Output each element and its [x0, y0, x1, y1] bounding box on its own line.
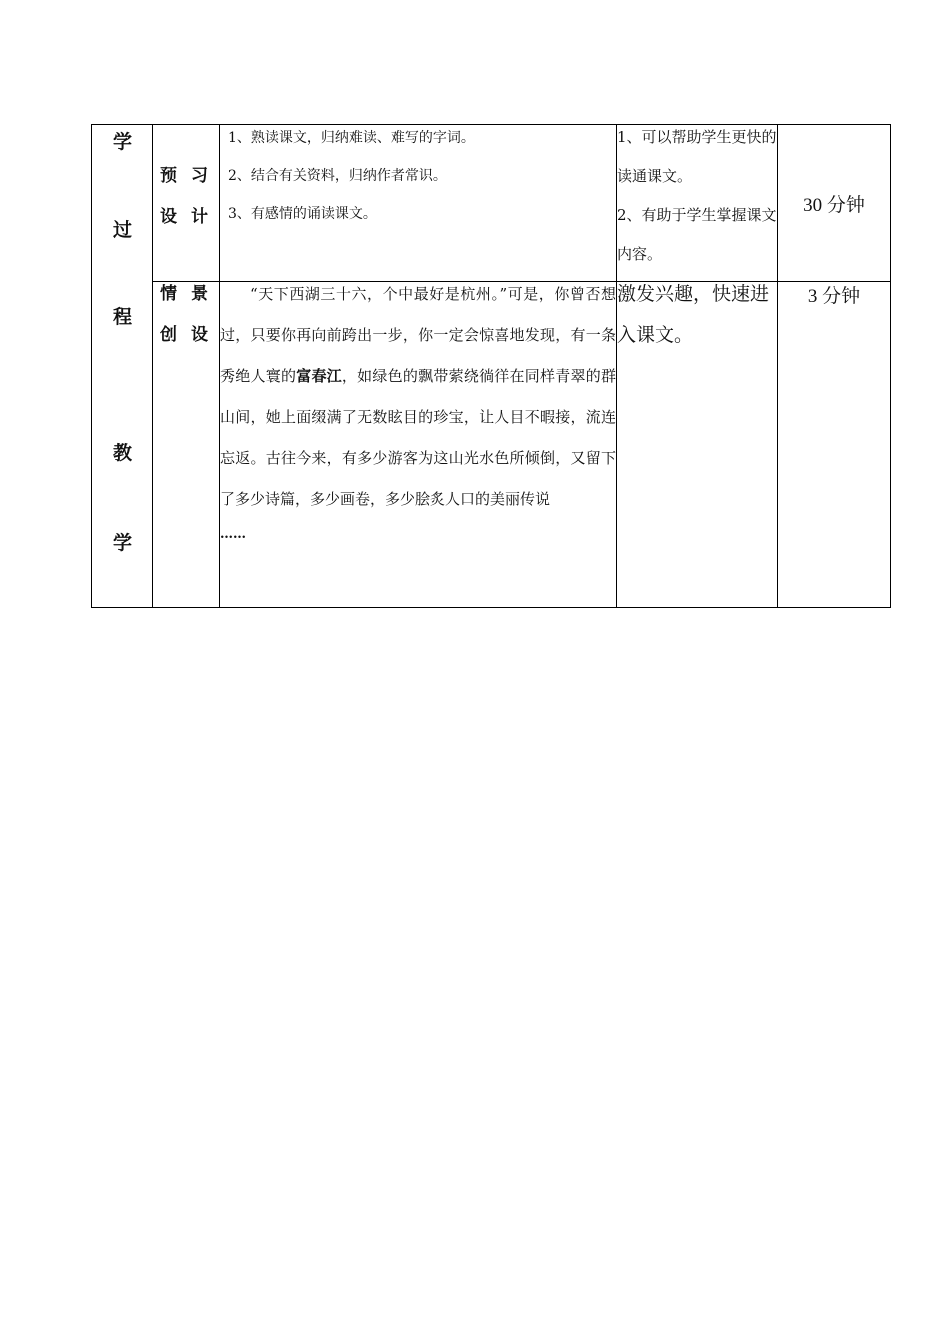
time-cell: [778, 125, 891, 282]
lesson-plan-table: [91, 124, 891, 608]
goal-line: 1、可以帮助学生更快的读通课文。: [617, 128, 777, 185]
content-line: 1、熟读课文，归纳难读、难写的字词。: [228, 130, 475, 146]
goal-cell: [617, 282, 778, 608]
side-label-char: 教: [112, 442, 132, 464]
side-label-char: 程: [112, 306, 132, 328]
side-label-cell: [92, 125, 153, 608]
side-label-char: 学: [112, 131, 132, 153]
content-line: 2、结合有关资料，归纳作者常识。: [228, 168, 447, 184]
content-cell: [220, 282, 617, 608]
side-label-char: 学: [112, 532, 132, 554]
row-label-line: 创 设: [160, 325, 212, 345]
side-label-char: 过: [112, 219, 132, 241]
content-line: 3、有感情的诵读课文。: [228, 206, 377, 222]
scenario-paragraph: [220, 274, 616, 520]
time-value: 3 分钟: [807, 286, 861, 307]
scenario-ellipsis: ……: [220, 527, 246, 542]
goal-text: 激发兴趣，快速进入课文。: [617, 283, 770, 346]
scenario-text: “天下西湖三十六，个中最好是杭州。”可是，你曾否想过，只要你再向前跨出一步，你一定会惊喜地发现，有一条秀绝人寰的: [220, 285, 616, 385]
row-label-line: 设 计: [160, 207, 212, 227]
time-value: 30 分钟: [803, 194, 865, 216]
row-label-cell: [153, 125, 220, 282]
row-label-line: 情 景: [160, 284, 212, 304]
row-label-cell: [153, 282, 220, 608]
table-row-scenario: [92, 282, 891, 608]
goal-line: 2、有助于学生掌握课文内容。: [617, 206, 777, 263]
scenario-highlight: 富春江: [296, 367, 342, 385]
table-row-preview: [92, 125, 891, 282]
content-cell: [220, 125, 617, 282]
goal-cell: [617, 125, 778, 282]
row-label-line: 预 习: [160, 166, 212, 186]
scenario-text: ，如绿色的飘带萦绕徜徉在同样青翠的群山间，她上面缀满了无数眩目的珍宝，让人目不暇接，流连忘返。古往今来，有多少游客为这山光水色所倾倒，又留下了多少诗篇，多少画卷，多少脍炙人口的美丽传说: [220, 367, 616, 508]
time-cell: [778, 282, 891, 608]
